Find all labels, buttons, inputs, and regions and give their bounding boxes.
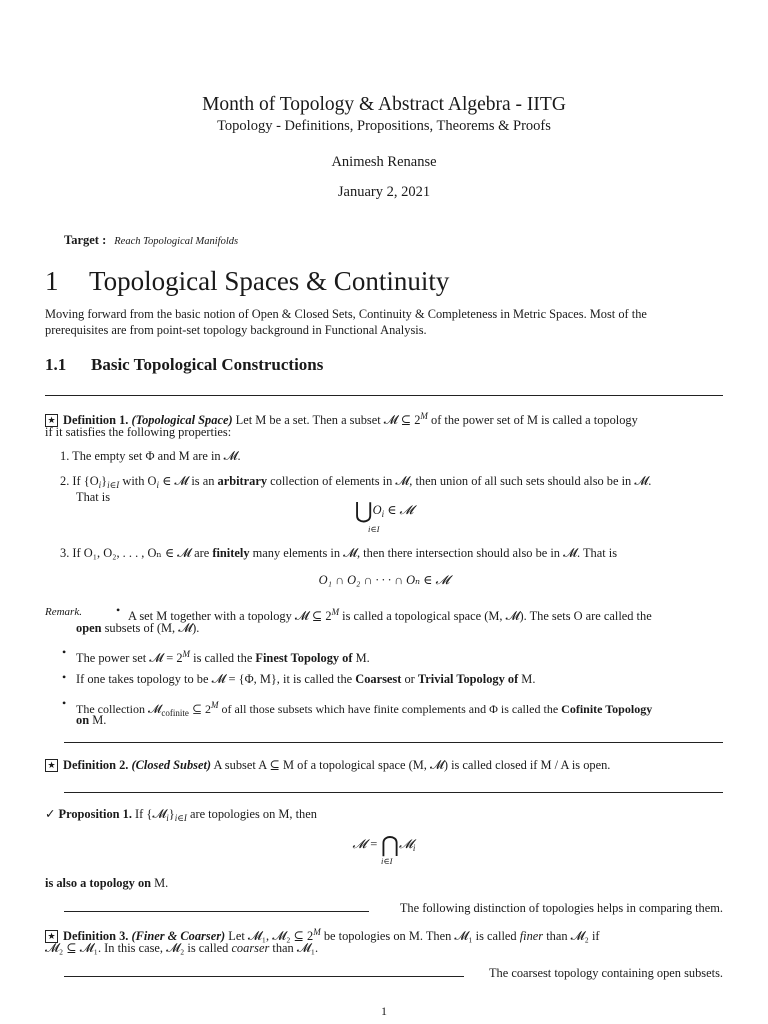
checkmark-icon: ✓: [45, 807, 56, 821]
definition-text: than 𝓜₁.: [269, 941, 319, 955]
remark-text: of all those subsets which have finite complements and Φ is called the: [218, 702, 562, 716]
big-intersection-symbol: ⋂: [380, 832, 400, 857]
item-text: The empty set Φ and M are in 𝓜.: [72, 449, 241, 463]
definition-text: A subset A ⊆ M of a topological space (M, 𝓜) is called closed if M / A is open.: [211, 758, 611, 772]
superscript: M: [420, 411, 428, 421]
note-text: The coarsest topology containing open subsets.: [488, 966, 723, 980]
emphasis: on: [76, 713, 90, 727]
definition-label: Definition 1.: [63, 413, 129, 427]
subscript: i: [412, 843, 416, 853]
subsection-title: Basic Topological Constructions: [91, 355, 324, 374]
definition-text: 𝓜₂ ⊆ 𝓜₁. In this case, 𝓜₂ is called: [45, 941, 232, 955]
subsection-number: 1.1: [45, 355, 67, 374]
superscript: M: [331, 607, 340, 617]
remark-bullet-3: [76, 671, 535, 687]
emphasis: Finest Topology of: [255, 651, 353, 665]
remark-text: ⊆ 2: [188, 702, 211, 716]
definition-text: Let 𝓜₁, 𝓜₂ ⊆ 2: [225, 929, 314, 943]
section-intro: [45, 306, 723, 338]
bullet-icon: •: [62, 670, 67, 684]
bullet-icon: •: [116, 603, 121, 617]
divider: [45, 395, 723, 396]
item-text: If O₁, O₂, . . . , Oₙ ∈ 𝓜 are: [72, 546, 213, 560]
remark-text: M.: [89, 713, 107, 727]
remark-bullet-4-line-2: [76, 712, 106, 728]
emphasis: open: [76, 621, 102, 635]
list-item: [60, 448, 241, 464]
definition-2: [45, 757, 735, 773]
remark-text: The power set 𝓜 = 2: [76, 651, 183, 665]
union-index: i∈I: [368, 524, 380, 534]
paper-subtitle: Topology - Definitions, Propositions, Theorems & Proofs: [217, 118, 551, 134]
emphasis: finitely: [212, 546, 250, 560]
subscript: i∈I: [107, 480, 120, 490]
proposition-text: If {𝓜: [131, 807, 167, 821]
item-text: ∈ 𝓜 is an: [159, 474, 218, 488]
superscript: M: [182, 649, 191, 659]
target-label: Target :: [64, 233, 107, 247]
formula-text: 𝓜: [399, 837, 413, 851]
definition-name: (Closed Subset): [131, 758, 212, 772]
divider: [64, 792, 723, 793]
definition-text: than 𝓜₂ if: [543, 929, 600, 943]
definition-name: (Finer & Coarser): [131, 929, 226, 943]
note-text: The following distinction of topologies helps in comparing them.: [399, 901, 723, 915]
list-item: [60, 545, 725, 561]
divider: [64, 742, 723, 743]
remark-label: [45, 604, 82, 620]
big-union-symbol: ⋃: [354, 498, 373, 523]
formula-text: 𝓜 =: [352, 837, 381, 851]
remark-text: M.: [352, 651, 370, 665]
section-heading: [45, 266, 449, 297]
section-number: 1: [45, 266, 59, 296]
page-number: 1: [381, 1004, 387, 1018]
item-text: with O: [119, 474, 157, 488]
item-number: 3.: [60, 546, 70, 560]
bullet-icon: •: [62, 645, 67, 659]
emphasis: arbitrary: [217, 474, 268, 488]
remark-bullet-1: [128, 604, 728, 624]
superscript: M: [210, 700, 219, 710]
remark-text: or: [401, 672, 418, 686]
proposition-conclusion: [45, 875, 168, 891]
proposition-text: are topologies on M, then: [186, 807, 317, 821]
definition-name: (Topological Space): [131, 413, 233, 427]
emphasis: finer: [519, 929, 544, 943]
target-value: Reach Topological Manifolds: [114, 236, 239, 247]
formula-text: ∈ 𝓜: [384, 503, 414, 517]
item-text: many elements in 𝓜, then there intersection should also be in 𝓜. That is: [249, 546, 618, 560]
emphasis: coarser: [231, 941, 270, 955]
star-icon: ★: [45, 759, 58, 772]
definition-3-line-2: [45, 940, 318, 956]
date: January 2, 2021: [337, 184, 431, 200]
item-text: }: [101, 474, 108, 488]
remark-text: subsets of (M, 𝓜).: [101, 621, 200, 635]
proposition-1: [45, 806, 317, 826]
subscript: i: [166, 813, 169, 823]
star-icon: ★: [45, 414, 58, 427]
subsection-heading: [45, 355, 323, 375]
item-number: 1.: [60, 449, 70, 463]
remark-text: If one takes topology to be 𝓜 = {Φ, M}, it is called the: [76, 672, 356, 686]
definition-text: be topologies on M. Then 𝓜₁ is called: [320, 929, 520, 943]
subscript: i: [381, 509, 385, 519]
remark-text: is called a topological space (M, 𝓜). The sets O are called the: [339, 609, 652, 623]
intersection-index: i∈I: [381, 856, 393, 866]
remark-bullet-4: [76, 697, 726, 721]
emphasis: Cofinite Topology: [561, 702, 653, 716]
subscript: i: [98, 480, 102, 490]
subscript: i: [156, 480, 159, 490]
item-text: collection of elements in 𝓜, then union of all such sets should also be in 𝓜.: [267, 474, 652, 488]
bullet-icon: •: [62, 696, 67, 710]
remark-bullet-2: [76, 646, 370, 666]
subscript: i∈I: [174, 813, 187, 823]
definition-label: Definition 2.: [63, 758, 129, 772]
list-item: [60, 473, 725, 493]
intro-line-2: prerequisites are from point-set topology background in Functional Analysis.: [45, 323, 427, 337]
union-formula: [0, 500, 768, 522]
list-item-line-2: That is: [76, 490, 111, 504]
divider: [64, 911, 369, 912]
definition-1-line-2: if it satisfies the following properties:: [45, 425, 232, 439]
remark-text: M.: [518, 672, 536, 686]
target-line: [64, 233, 238, 248]
remark-text: A set M together with a topology 𝓜 ⊆ 2: [128, 609, 332, 623]
proposition-text: M.: [151, 876, 169, 890]
formula-text: O: [372, 503, 382, 517]
remark-text: is called the: [190, 651, 256, 665]
subscript: cofinite: [161, 708, 189, 718]
section-title: Topological Spaces & Continuity: [89, 266, 450, 296]
definition-label: Definition 3.: [63, 929, 129, 943]
emphasis: is also a topology on: [45, 876, 152, 890]
emphasis: Coarsest: [355, 672, 402, 686]
author: Animesh Renanse: [331, 154, 437, 170]
remark-label-text: Remark.: [45, 606, 82, 618]
remark-bullet-1-line-2: [76, 620, 199, 636]
item-text: If {O: [72, 474, 99, 488]
proposition-text: }: [168, 807, 175, 821]
emphasis: Trivial Topology of: [417, 672, 519, 686]
proposition-label: Proposition 1.: [58, 807, 132, 821]
star-icon: ★: [45, 930, 58, 943]
intersection-formula: O₁ ∩ O₂ ∩ · · · ∩ Oₙ ∈ 𝓜: [318, 573, 450, 587]
definition-text: of the power set of M is called a topology: [427, 413, 638, 427]
divider: [64, 976, 464, 977]
intersection-of-topologies-formula: [0, 834, 768, 856]
remark-text: The collection 𝓜: [76, 702, 162, 716]
item-number: 2.: [60, 474, 70, 488]
intro-line-1: Moving forward from the basic notion of Open & Closed Sets, Continuity & Completeness in Metric Spaces. Most of the: [45, 307, 647, 321]
definition-text: Let M be a set. Then a subset 𝓜 ⊆ 2: [232, 413, 421, 427]
superscript: M: [313, 927, 321, 937]
paper-title: Month of Topology & Abstract Algebra - IITG: [202, 94, 566, 115]
